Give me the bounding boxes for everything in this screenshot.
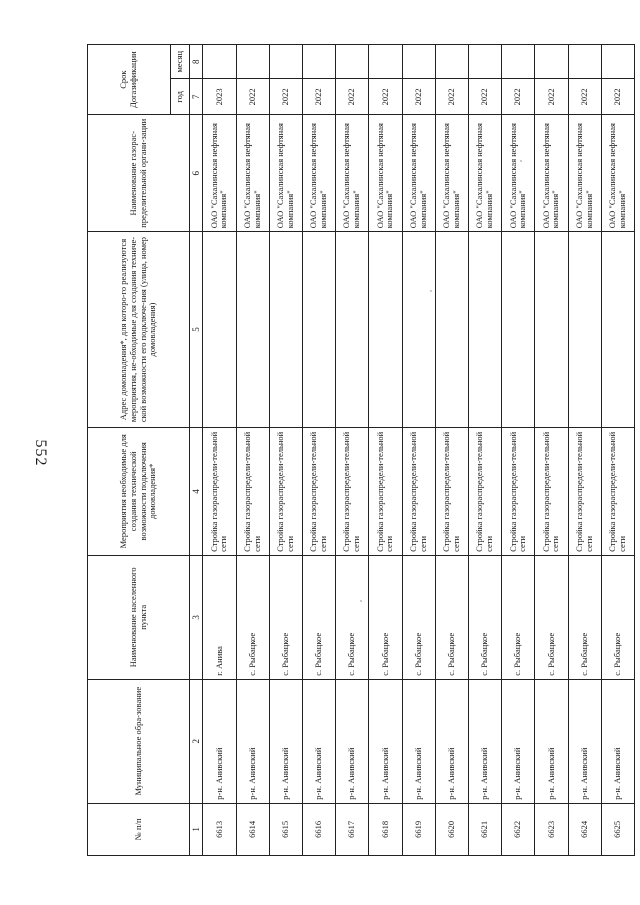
year-cell: 2022: [502, 79, 535, 115]
address-cell: [302, 232, 335, 428]
gasification-table: [87, 44, 635, 856]
table-row: [568, 45, 601, 856]
month-cell: [568, 45, 601, 79]
address-cell: [369, 232, 402, 428]
column-number: 5: [190, 232, 203, 428]
municipality-cell: р-н. Анивский: [502, 679, 535, 803]
table-row: [402, 45, 435, 856]
settlement-cell: с. Рыбацкое: [568, 555, 601, 679]
column-number: 4: [190, 427, 203, 555]
municipality-cell: р-н. Анивский: [535, 679, 568, 803]
column-number: 8: [190, 45, 203, 79]
settlement-cell: с. Рыбацкое: [435, 555, 468, 679]
row-number-cell: 6613: [203, 803, 236, 855]
year-cell: 2022: [468, 79, 501, 115]
address-cell: [535, 232, 568, 428]
month-cell: [269, 45, 302, 79]
organization-cell: ОАО "Сахалинская нефтяная компания": [203, 115, 236, 232]
measure-cell: Стройка газораспредели-тельной сети: [302, 427, 335, 555]
settlement-cell: с. Рыбацкое: [302, 555, 335, 679]
year-cell: 2022: [402, 79, 435, 115]
row-number-cell: 6622: [502, 803, 535, 855]
year-cell: 2022: [601, 79, 634, 115]
organization-cell: ОАО "Сахалинская нефтяная компания": [336, 115, 369, 232]
settlement-cell: с. Рыбацкое: [236, 555, 269, 679]
page-number: 552: [32, 439, 49, 467]
row-number-cell: 6614: [236, 803, 269, 855]
settlement-cell: с. Рыбацкое: [502, 555, 535, 679]
municipality-cell: р-н. Анивский: [269, 679, 302, 803]
year-cell: 2022: [236, 79, 269, 115]
header-cell-year: год: [171, 79, 190, 115]
year-cell: 2023: [203, 79, 236, 115]
measure-cell: Стройка газораспредели-тельной сети: [601, 427, 634, 555]
header-cell-number: № п/п: [88, 803, 190, 855]
settlement-cell: с. Рыбацкое: [336, 555, 369, 679]
table-row: [601, 45, 634, 856]
measure-cell: Стройка газораспредели-тельной сети: [502, 427, 535, 555]
table-row: [502, 45, 535, 856]
header-cell-deadline: Срок Догазификации: [88, 45, 171, 115]
row-number-cell: 6625: [601, 803, 634, 855]
row-number-cell: 6616: [302, 803, 335, 855]
organization-cell: ОАО "Сахалинская нефтяная компания": [302, 115, 335, 232]
header-cell-measures: Мероприятия необходимые для создания технической возможности подключения домовладения*: [88, 427, 190, 555]
rotated-table-container: [87, 44, 635, 856]
column-number: 6: [190, 115, 203, 232]
header-row: [88, 45, 171, 856]
header-cell-settlement: Наименование населенного пункта: [88, 555, 190, 679]
table-row: [236, 45, 269, 856]
table-row: [302, 45, 335, 856]
row-number-cell: 6618: [369, 803, 402, 855]
month-cell: [203, 45, 236, 79]
measure-cell: Стройка газораспредели-тельной сети: [203, 427, 236, 555]
municipality-cell: р-н. Анивский: [236, 679, 269, 803]
address-cell: [236, 232, 269, 428]
column-number: 2: [190, 679, 203, 803]
address-cell: [336, 232, 369, 428]
settlement-cell: с. Рыбацкое: [468, 555, 501, 679]
settlement-cell: с. Рыбацкое: [402, 555, 435, 679]
month-cell: [236, 45, 269, 79]
header-cell-organization: Наименование газорас-пределительной органи-зации: [88, 115, 190, 232]
settlement-cell: с. Рыбацкое: [369, 555, 402, 679]
row-number-cell: 6624: [568, 803, 601, 855]
year-cell: 2022: [535, 79, 568, 115]
month-cell: [435, 45, 468, 79]
address-cell: [468, 232, 501, 428]
month-cell: [535, 45, 568, 79]
settlement-cell: с. Рыбацкое: [535, 555, 568, 679]
organization-cell: ОАО "Сахалинская нефтяная компания": [369, 115, 402, 232]
row-number-cell: 6620: [435, 803, 468, 855]
organization-cell: ОАО "Сахалинская нефтяная компания": [402, 115, 435, 232]
address-cell: [435, 232, 468, 428]
month-cell: [336, 45, 369, 79]
organization-cell: ОАО "Сахалинская нефтяная компания": [468, 115, 501, 232]
municipality-cell: р-н. Анивский: [302, 679, 335, 803]
organization-cell: ОАО "Сахалинская нефтяная компания": [601, 115, 634, 232]
column-number: 3: [190, 555, 203, 679]
month-cell: [468, 45, 501, 79]
year-cell: 2022: [336, 79, 369, 115]
measure-cell: Стройка газораспредели-тельной сети: [369, 427, 402, 555]
table-row: [203, 45, 236, 856]
address-cell: [402, 232, 435, 428]
measure-cell: Стройка газораспредели-тельной сети: [269, 427, 302, 555]
address-cell: [568, 232, 601, 428]
address-cell: [203, 232, 236, 428]
settlement-cell: с. Рыбацкое: [601, 555, 634, 679]
year-cell: 2022: [369, 79, 402, 115]
month-cell: [502, 45, 535, 79]
organization-cell: ОАО "Сахалинская нефтяная компания": [435, 115, 468, 232]
column-number: 7: [190, 79, 203, 115]
column-number: 1: [190, 803, 203, 855]
month-cell: [369, 45, 402, 79]
row-number-cell: 6615: [269, 803, 302, 855]
table-row: [269, 45, 302, 856]
table-row: [468, 45, 501, 856]
year-cell: 2022: [435, 79, 468, 115]
row-number-cell: 6617: [336, 803, 369, 855]
table-row: [435, 45, 468, 856]
header-cell-month: месяц: [171, 45, 190, 79]
organization-cell: ОАО "Сахалинская нефтяная компания": [568, 115, 601, 232]
address-cell: [269, 232, 302, 428]
row-number-cell: 6621: [468, 803, 501, 855]
header-cell-address: Адрес домовладения*, для которо-го реализуются мероприятия, не-обходимые для создания техниче-ской возможности его подключе-ния (улица, номер домовладения): [88, 232, 190, 428]
municipality-cell: р-н. Анивский: [568, 679, 601, 803]
measure-cell: Стройка газораспредели-тельной сети: [236, 427, 269, 555]
settlement-cell: г. Анива: [203, 555, 236, 679]
year-cell: 2022: [269, 79, 302, 115]
municipality-cell: р-н. Анивский: [336, 679, 369, 803]
municipality-cell: р-н. Анивский: [402, 679, 435, 803]
measure-cell: Стройка газораспредели-тельной сети: [435, 427, 468, 555]
measure-cell: Стройка газораспредели-тельной сети: [535, 427, 568, 555]
column-number-row: [190, 45, 203, 856]
organization-cell: ОАО "Сахалинская нефтяная компания": [535, 115, 568, 232]
header-cell-municipality: Муниципальное обра-зование: [88, 679, 190, 803]
month-cell: [302, 45, 335, 79]
address-cell: [502, 232, 535, 428]
municipality-cell: р-н. Анивский: [468, 679, 501, 803]
table-row: [369, 45, 402, 856]
organization-cell: ОАО "Сахалинская нефтяная компания": [502, 115, 535, 232]
year-cell: 2022: [302, 79, 335, 115]
measure-cell: Стройка газораспредели-тельной сети: [336, 427, 369, 555]
month-cell: [601, 45, 634, 79]
month-cell: [402, 45, 435, 79]
measure-cell: Стройка газораспредели-тельной сети: [402, 427, 435, 555]
municipality-cell: р-н. Анивский: [601, 679, 634, 803]
measure-cell: Стройка газораспредели-тельной сети: [568, 427, 601, 555]
organization-cell: ОАО "Сахалинская нефтяная компания": [269, 115, 302, 232]
table-row: [336, 45, 369, 856]
year-cell: 2022: [568, 79, 601, 115]
row-number-cell: 6619: [402, 803, 435, 855]
row-number-cell: 6623: [535, 803, 568, 855]
municipality-cell: р-н. Анивский: [203, 679, 236, 803]
table-row: [535, 45, 568, 856]
measure-cell: Стройка газораспредели-тельной сети: [468, 427, 501, 555]
municipality-cell: р-н. Анивский: [435, 679, 468, 803]
address-cell: [601, 232, 634, 428]
table-body: [203, 45, 635, 856]
settlement-cell: с. Рыбацкое: [269, 555, 302, 679]
municipality-cell: р-н. Анивский: [369, 679, 402, 803]
organization-cell: ОАО "Сахалинская нефтяная компания": [236, 115, 269, 232]
